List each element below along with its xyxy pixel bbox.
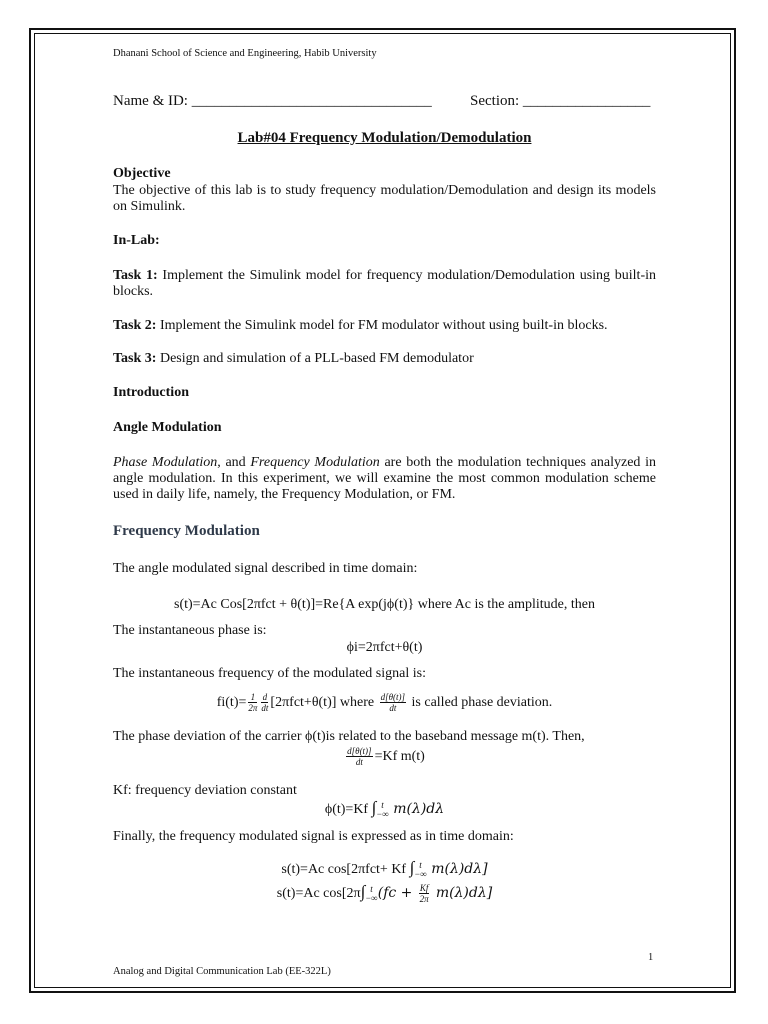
name-id-field: Name & ID: ________________________________ bbox=[113, 93, 432, 109]
equation-fm-signal-1 bbox=[113, 856, 656, 882]
objective-text: The objective of this lab is to study frequency modulation/Demodulation and design its models on Simulink. bbox=[113, 183, 656, 214]
eq5-rhs: m(λ)dλ bbox=[388, 801, 445, 817]
eq7-frac: $\frac{Kf}{2\pi}$ bbox=[419, 883, 429, 905]
introduction-heading: Introduction bbox=[113, 385, 189, 400]
eq3-frac-3: $\frac{d[\theta(t)]}{dt}$ bbox=[380, 692, 406, 714]
eq3-mid: [2πfct+θ(t)] where bbox=[270, 695, 378, 710]
fm-line-3: The instantaneous frequency of the modulated signal is: bbox=[113, 666, 426, 681]
fm-line-4: The phase deviation of the carrier ϕ(t)is related to the baseband message m(t). Then, bbox=[113, 729, 585, 744]
fm-line-5: Kf: frequency deviation constant bbox=[113, 783, 297, 798]
footer-course: Analog and Digital Communication Lab (EE-322L) bbox=[113, 966, 331, 977]
task-1 bbox=[113, 268, 656, 300]
eq7-mid: (fc + bbox=[377, 885, 417, 901]
eq6-lhs: s(t)=Ac cos[2πfct+ Kf bbox=[281, 862, 410, 877]
eq4-frac: $\frac{d[\theta(t)]}{dt}$ bbox=[347, 746, 372, 768]
fm-heading: Frequency Modulation bbox=[113, 523, 260, 539]
task-1-label: Task 1: bbox=[113, 268, 158, 283]
task-1-text: Implement the Simulink model for frequency modulation/Demodulation using built-in blocks. bbox=[113, 268, 656, 299]
fm-line-6: Finally, the frequency modulated signal is expressed as in time domain: bbox=[113, 829, 514, 844]
eq3-frac-2: $\frac{d}{dt}$ bbox=[261, 692, 269, 714]
eq5-lhs: ϕ(t)=Kf bbox=[324, 802, 372, 817]
eq7-lhs: s(t)=Ac cos[2π bbox=[276, 886, 361, 901]
task-3-label: Task 3: bbox=[113, 351, 157, 366]
integral-sign: ∫ bbox=[371, 798, 377, 817]
task-2-text: Implement the Simulink model for FM modulator without using built-in blocks. bbox=[159, 318, 608, 333]
eq4-rhs: =Kf m(t) bbox=[374, 749, 425, 764]
equation-signal: s(t)=Ac Cos[2πfct + θ(t)]=Re{A exp(jϕ(t)} where Ac is the amplitude, then bbox=[174, 597, 595, 612]
integral-limits: t −∞ bbox=[414, 859, 427, 879]
fm-line-2: The instantaneous phase is: bbox=[113, 623, 267, 638]
eq3-frac-1: $\frac{1}{2\pi}$ bbox=[248, 692, 258, 714]
integral-limits: t −∞ bbox=[376, 799, 389, 819]
eq6-rhs: m(λ)dλ] bbox=[426, 861, 488, 877]
section-field: Section: _________________ bbox=[470, 93, 651, 109]
fm-line-1: The angle modulated signal described in time domain: bbox=[113, 561, 418, 576]
equation-phase-deviation bbox=[113, 745, 656, 769]
equation-fm-signal-2 bbox=[113, 880, 656, 906]
integral-sign: ∫ bbox=[409, 858, 415, 877]
fm-term: Frequency Modulation bbox=[250, 455, 380, 470]
equation-phase: ϕi=2πfct+θ(t) bbox=[346, 640, 423, 655]
objective-heading: Objective bbox=[113, 166, 171, 181]
document-title: Lab#04 Frequency Modulation/Demodulation bbox=[237, 130, 532, 146]
equation-phi bbox=[113, 796, 656, 822]
eq3-rhs: is called phase deviation. bbox=[408, 695, 553, 710]
and-text: , and bbox=[217, 455, 251, 470]
header-institution: Dhanani School of Science and Engineering, Habib University bbox=[113, 48, 377, 59]
task-2-label: Task 2: bbox=[113, 318, 157, 333]
equation-inst-frequency bbox=[113, 691, 656, 715]
eq3-lhs: fi(t)= bbox=[216, 695, 247, 710]
integral-limits: t −∞ bbox=[365, 883, 378, 903]
integral-sign: ∫ bbox=[360, 882, 366, 901]
page-number: 1 bbox=[648, 952, 654, 963]
task-3-text: Design and simulation of a PLL-based FM demodulator bbox=[159, 351, 474, 366]
eq7-rhs: m(λ)dλ] bbox=[431, 885, 493, 901]
task-2 bbox=[113, 318, 656, 334]
pm-term: Phase Modulation bbox=[113, 455, 218, 470]
paragraph-rest: are both the modulation techniques analyzed in angle modulation. In this experiment, we will examine the most common modulation scheme used in daily life, namely, the Frequency Modulation, or FM. bbox=[113, 455, 657, 502]
inlab-heading: In-Lab: bbox=[113, 233, 160, 248]
angle-modulation-paragraph bbox=[113, 455, 656, 503]
task-3 bbox=[113, 351, 656, 367]
angle-modulation-heading: Angle Modulation bbox=[113, 420, 222, 435]
